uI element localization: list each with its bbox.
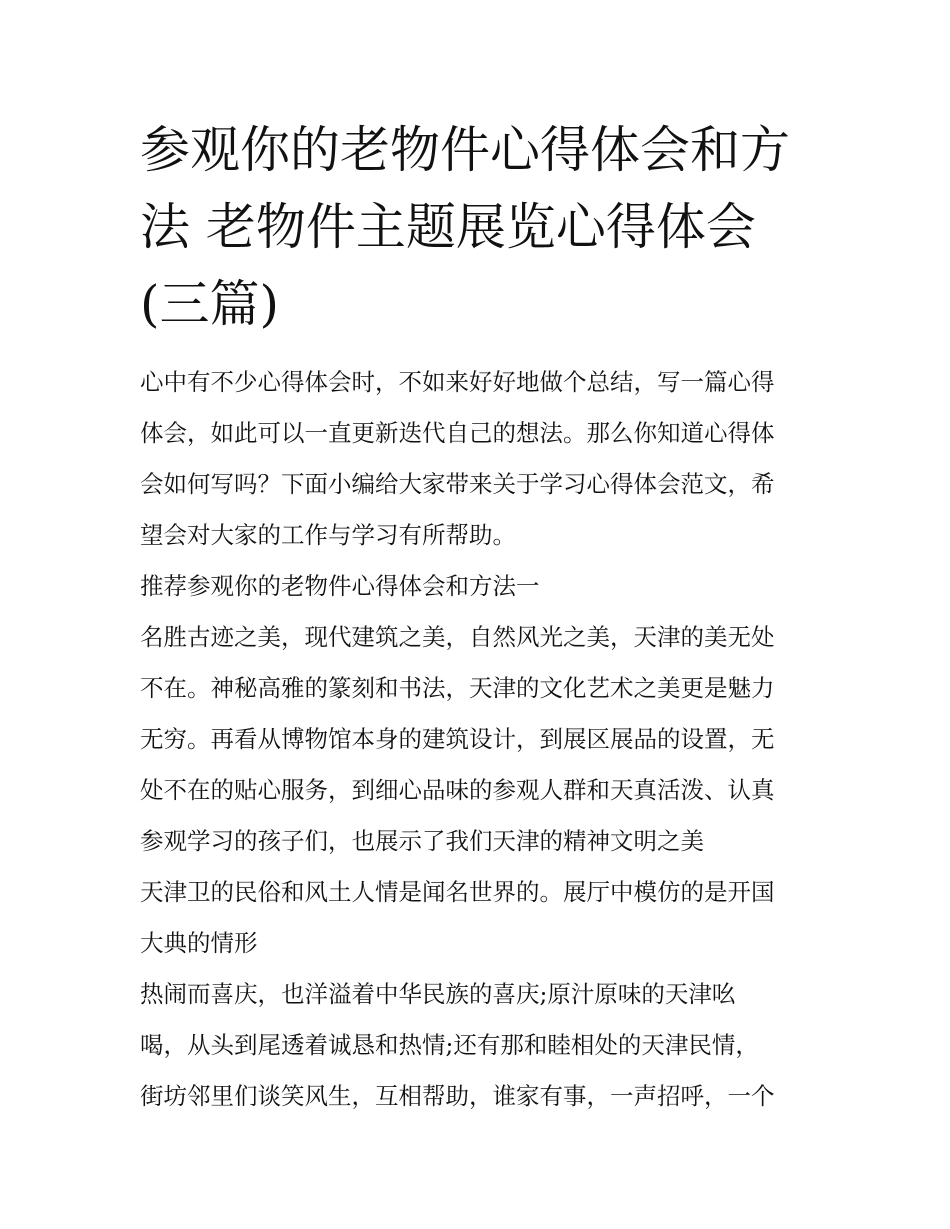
body-line: 名胜古迹之美，现代建筑之美，自然风光之美，天津的美无处 <box>140 623 775 651</box>
body-line: 心中有不少心得体会时，不如来好好地做个总结，写一篇心得 <box>140 368 775 396</box>
body-line: 热闹而喜庆，也洋溢着中华民族的喜庆;原汁原味的天津吆 <box>140 980 736 1008</box>
body-line: 会如何写吗？下面小编给大家带来关于学习心得体会范文，希 <box>140 470 775 498</box>
body-line: 体会，如此可以一直更新迭代自己的想法。那么你知道心得体 <box>140 419 775 447</box>
title-line: 参观你的老物件心得体会和方 <box>140 121 790 179</box>
body-line: 喝，从头到尾透着诚恳和热情;还有那和睦相处的天津民情， <box>140 1031 759 1059</box>
body-line: 处不在的贴心服务，到细心品味的参观人群和天真活泼、认真 <box>140 776 775 804</box>
body-line: 望会对大家的工作与学习有所帮助。 <box>140 521 516 549</box>
body-line: 不在。神秘高雅的篆刻和书法，天津的文化艺术之美更是魅力 <box>140 674 775 702</box>
title-line: (三篇) <box>140 275 280 333</box>
body-line: 大典的情形 <box>140 929 258 957</box>
section-heading: 推荐参观你的老物件心得体会和方法一 <box>140 572 540 600</box>
document-title <box>140 112 820 343</box>
document-body <box>140 357 830 1122</box>
body-line: 街坊邻里们谈笑风生，互相帮助，谁家有事，一声招呼，一个 <box>140 1082 775 1110</box>
title-line: 法 老物件主题展览心得体会 <box>140 198 756 256</box>
body-line: 无穷。再看从博物馆本身的建筑设计，到展区展品的设置，无 <box>140 725 775 753</box>
body-line: 天津卫的民俗和风土人情是闻名世界的。展厅中模仿的是开国 <box>140 878 775 906</box>
body-line: 参观学习的孩子们，也展示了我们天津的精神文明之美 <box>140 827 704 855</box>
